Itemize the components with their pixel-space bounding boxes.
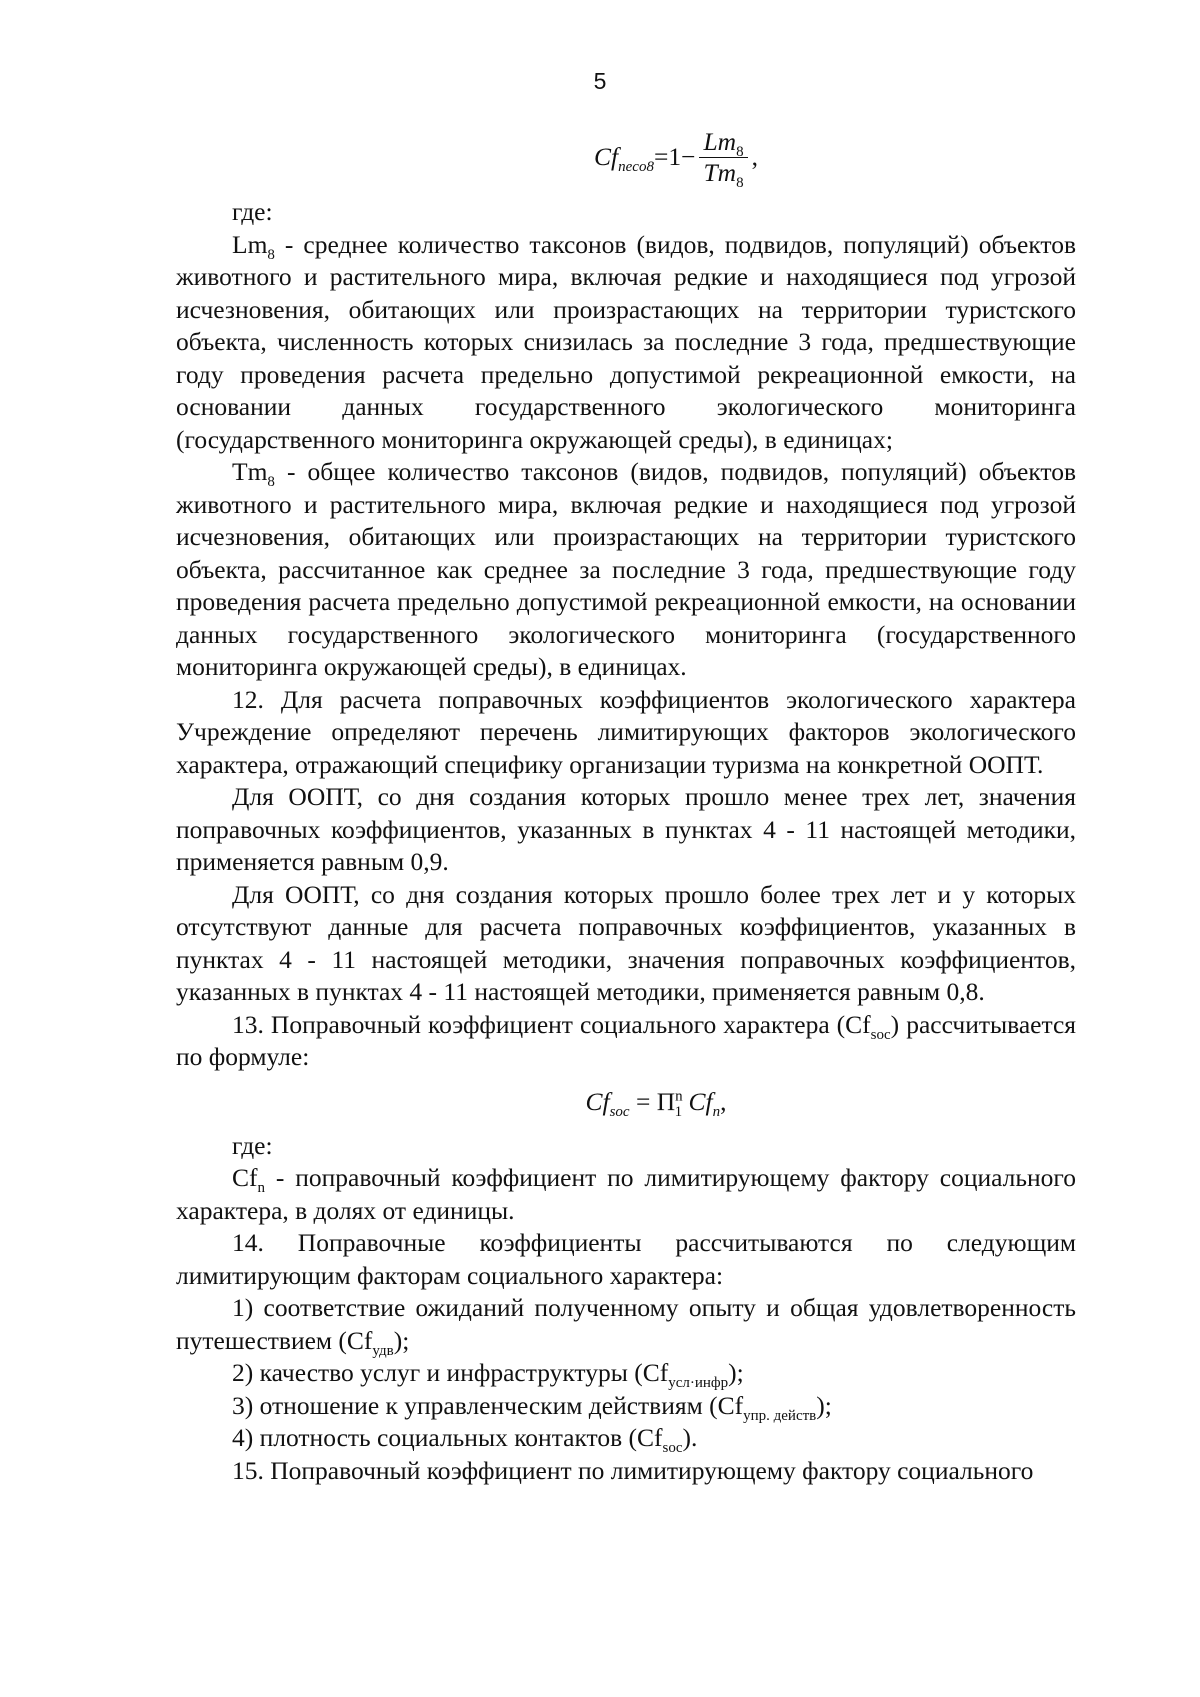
page-number: 5 xyxy=(593,68,607,94)
paragraph-12: 12. Для расчета поправочных коэффициентов экологического характера Учреждение определяют перечень лимитирующих факторов экологического характера, отражающий специфику организации туризма на конкретной ООПТ. xyxy=(176,684,1076,779)
definition-lm8: $Lm_8$ - среднее количество таксонов (видов, подвидов, популяций) объектов животного и растительного мира, включая редкие и находящиеся под угрозой исчезновения, обитающих или произрастающих на территории туристского объекта, численность которых снизилась за последние 3 года, предшествующие году проведения расчета предельно допустимой рекреационной емкости, на основании данных государственного экологического мониторинга (государственного мониторинга окружающей среды), в единицах; xyxy=(176,229,1076,454)
paragraph-13: 13. Поправочный коэффициент социального характера $(Cf_{soc})$ рассчитывается по формуле: xyxy=(176,1009,1076,1071)
formula1-numerator: $Lm_8$ xyxy=(699,127,747,158)
paragraph-14: 14. Поправочные коэффициенты рассчитываются по следующим лимитирующим факторам социального характера: xyxy=(176,1228,1076,1290)
document-body xyxy=(176,118,1076,1487)
paragraph-15: 15. Поправочный коэффициент по лимитирующему фактору социального xyxy=(232,1455,1034,1485)
list-item: 2) качество услуг и инфраструктуры $(Cf_{усл\cdot инфр})$; xyxy=(232,1358,744,1392)
formula-cf-soc: $Cf_{soc} = \Pi^n_1$ $Cf_n$, xyxy=(585,1086,727,1120)
definition-tm8: $Tm_8$ - общее количество таксонов (видов, подвидов, популяций) объектов животного и растительного мира, включая редкие и находящиеся под угрозой исчезновения, обитающих или произрастающих на территории туристского объекта, рассчитанное как среднее за последние 3 года, предшествующие году проведения расчета предельно допустимой рекреационной емкости, на основании данных государственного экологического мониторинга (государственного мониторинга окружающей среды), в единицах. xyxy=(176,457,1076,681)
formula-cf-neco8: $Cf_{neco8}$ =1− $\frac{Lm_8}{Tm_8}$ , xyxy=(594,126,758,191)
formula1-denominator: $Tm_8$ xyxy=(703,157,744,191)
formula1-eq: =1− xyxy=(653,141,696,171)
list-item: 3) отношение к управленческим действиям $(Cf_{упр. действ})$; xyxy=(232,1390,832,1424)
where-label-2: где: xyxy=(232,1130,273,1160)
definition-cfn: $Cf_n$ - поправочный коэффициент по лимитирующему фактору социального характера, в долях от единицы. xyxy=(176,1163,1076,1225)
formula1-fraction xyxy=(699,126,747,191)
paragraph-more-3-years: Для ООПТ, со дня создания которых прошло более трех лет и у которых отсутствуют данные для расчета поправочных коэффициентов, указанных в пунктах 4 - 11 настоящей методики, значения поправочных коэффициентов, указанных в пунктах 4 - 11 настоящей методики, применяется равным 0,8. xyxy=(176,879,1076,1006)
where-label-1: где: xyxy=(232,197,273,226)
list-item: 4) плотность социальных контактов $(Cf_{soc})$. xyxy=(232,1423,698,1457)
formula1-lhs: $Cf_{neco8}$ xyxy=(594,141,654,175)
paragraph-less-3-years: Для ООПТ, со дня создания которых прошло менее трех лет, значения поправочных коэффициентов, указанных в пунктах 4 - 11 настоящей методики, применяется равным 0,9. xyxy=(176,782,1076,876)
list-item: 1) соответствие ожиданий полученному опыту и общая удовлетворенность путешествием $(Cf_{удв})$; xyxy=(176,1293,1076,1359)
